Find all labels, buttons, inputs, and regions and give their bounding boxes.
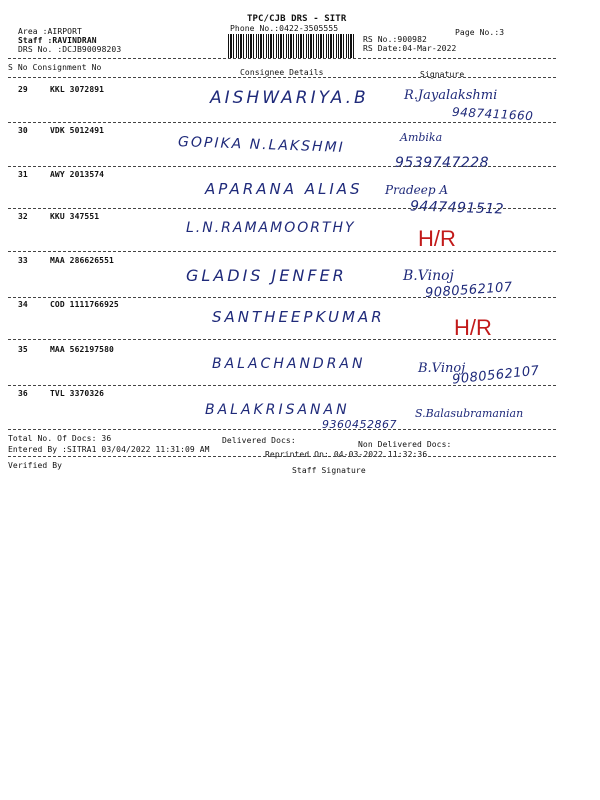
- row-hold-mark: H/R: [418, 226, 456, 251]
- row-consignee-name: APARANA ALIAS: [205, 180, 363, 198]
- phone-number: Phone No.:0422-3505555: [230, 24, 339, 33]
- non-delivered-docs: Non Delivered Docs:: [358, 440, 452, 449]
- verified-by: Verified By: [8, 461, 63, 470]
- divider: [8, 122, 556, 123]
- row-hold-mark: H/R: [454, 315, 492, 340]
- row-sno: 32: [18, 212, 28, 221]
- row-phone: 9447491512: [409, 198, 505, 218]
- divider: [8, 58, 556, 59]
- row-phone: 9080562107: [424, 279, 514, 302]
- row-consignment: AWY 2013574: [50, 170, 105, 179]
- row-sno: 29: [18, 85, 28, 94]
- page-number: Page No.:3: [455, 28, 505, 37]
- row-consignee-name: GLADIS JENFER: [186, 266, 347, 285]
- row-sno: 34: [18, 300, 28, 309]
- column-header-signature: Signature: [420, 70, 465, 79]
- row-consignee-name: BALACHANDRAN: [212, 356, 366, 372]
- divider: [8, 339, 556, 340]
- row-consignment: COD 1111766925: [50, 300, 119, 309]
- row-phone: 9360452867: [322, 418, 397, 431]
- area: Area :AIRPORT: [18, 27, 82, 36]
- row-consignee-name: AISHWARIYA.B: [210, 88, 369, 108]
- row-consignment: KKU 347551: [50, 212, 100, 221]
- column-header-consignee: Consignee Details: [240, 68, 324, 77]
- staff-name: Staff :RAVINDRAN: [18, 36, 97, 45]
- row-sno: 36: [18, 389, 28, 398]
- row-consignee-name: BALAKRISANAN: [205, 402, 350, 418]
- column-header-consignment: S No Consignment No: [8, 63, 102, 72]
- reprinted-on: Reprinted On: 04-03-2022 11:32:36: [265, 450, 428, 459]
- row-phone: 9080562107: [451, 363, 541, 388]
- drs-number: DRS No. :DCJB90098203: [18, 45, 122, 54]
- divider: [8, 429, 556, 430]
- row-consignee-name: SANTHEEPKUMAR: [212, 308, 385, 326]
- divider: [8, 77, 556, 78]
- row-sno: 35: [18, 345, 28, 354]
- row-consignment: TVL 3370326: [50, 389, 105, 398]
- row-signature: Pradeep A: [385, 183, 449, 197]
- row-signature: B.Vinoj: [403, 268, 454, 284]
- staff-signature: Staff Signature: [292, 466, 366, 475]
- rs-date: RS Date:04-Mar-2022: [363, 44, 457, 53]
- row-phone: 9487411660: [451, 104, 534, 124]
- entered-by: Entered By :SITRA1 03/04/2022 11:31:09 AM: [8, 445, 210, 454]
- row-consignment: MAA 286626551: [50, 256, 114, 265]
- row-sno: 30: [18, 126, 28, 135]
- row-consignee-name: L.N.RAMAMOORTHY: [186, 220, 356, 236]
- row-signature: Ambika: [400, 131, 443, 144]
- divider: [8, 166, 556, 167]
- divider: [8, 208, 556, 209]
- row-signature: S.Balasubramanian: [415, 407, 524, 420]
- divider: [8, 297, 556, 298]
- divider: [8, 251, 556, 252]
- delivered-docs: Delivered Docs:: [222, 436, 296, 445]
- row-sno: 31: [18, 170, 28, 179]
- row-consignment: KKL 3072891: [50, 85, 105, 94]
- divider: [8, 456, 556, 457]
- row-consignee-name: GOPIKA N.LAKSHMI: [177, 134, 345, 156]
- row-phone: 9539747228: [395, 155, 490, 171]
- divider: [8, 385, 556, 386]
- row-sno: 33: [18, 256, 28, 265]
- rs-number: RS No.:900982: [363, 35, 427, 44]
- row-signature: B.Vinoj: [418, 361, 466, 376]
- total-docs: Total No. Of Docs: 36: [8, 434, 112, 443]
- barcode: [228, 34, 356, 58]
- row-signature: R.Jayalakshmi: [404, 88, 498, 103]
- row-consignment: MAA 562197580: [50, 345, 114, 354]
- report-title: TPC/CJB DRS - SITR: [247, 14, 347, 24]
- row-consignment: VDK 5012491: [50, 126, 105, 135]
